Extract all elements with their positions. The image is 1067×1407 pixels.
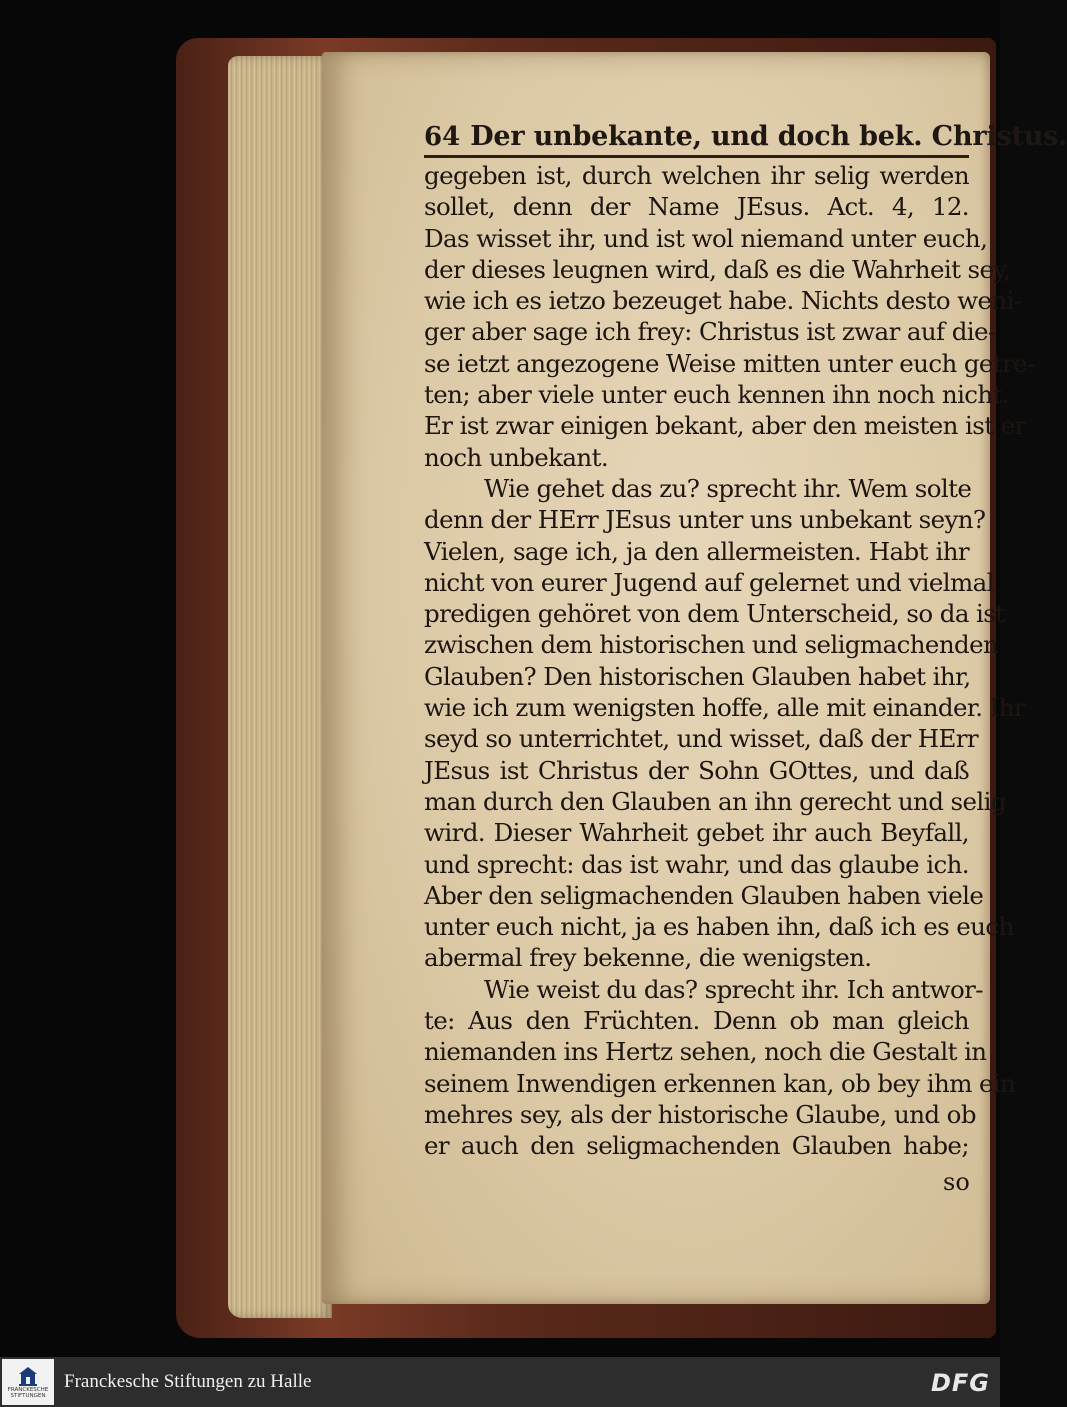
text-line: te: Aus den Früchten. Denn ob man gleich: [424, 1006, 969, 1036]
institution-name[interactable]: Franckesche Stiftungen zu Halle: [64, 1371, 312, 1392]
body-text: [424, 160, 1035, 1162]
text-line: Er ist zwar einigen bekant, aber den meisten ist er: [424, 411, 1026, 441]
text-line: wird. Dieser Wahrheit gebet ihr auch Beyfall,: [424, 818, 969, 848]
text-line: und sprecht: das ist wahr, und das glaube ich.: [424, 849, 969, 879]
dfg-logo[interactable]: DFG: [930, 1369, 990, 1397]
running-title: Der unbekante, und doch bek. Christus.: [470, 121, 1067, 152]
text-line: er auch den seligmachenden Glauben habe;: [424, 1131, 969, 1161]
institution-logo[interactable]: [2, 1359, 54, 1405]
text-line: seinem Inwendigen erkennen kan, ob bey ihm ein: [424, 1068, 1016, 1098]
text-line: der dieses leugnen wird, daß es die Wahrheit sey,: [424, 254, 1011, 284]
text-line: seyd so unterrichtet, und wisset, daß der HErr: [424, 724, 979, 754]
text-line: Glauben? Den historischen Glauben habet ihr,: [424, 661, 971, 691]
catchword: so: [943, 1168, 970, 1196]
text-line: sollet, denn der Name JEsus. Act. 4, 12.: [424, 192, 969, 222]
text-line: ger aber sage ich frey: Christus ist zwar auf die-: [424, 317, 996, 347]
logo-caption: FRANCKESCHE STIFTUNGEN: [7, 1387, 49, 1399]
text-line: wie ich zum wenigsten hoffe, alle mit einander. Ihr: [424, 693, 1026, 723]
page-header: [424, 108, 1067, 152]
building-icon: [17, 1365, 39, 1387]
text-line: nicht von eurer Jugend auf gelernet und vielmal: [424, 567, 994, 597]
header-rule: [424, 155, 969, 158]
text-line: man durch den Glauben an ihn gerecht und selig: [424, 786, 1006, 816]
text-line: JEsus ist Christus der Sohn GOttes, und daß: [424, 755, 969, 785]
page-edges: [228, 56, 332, 1318]
text-line: gegeben ist, durch welchen ihr selig werden: [424, 161, 969, 190]
text-line: predigen gehöret von dem Unterscheid, so da ist: [424, 599, 1005, 629]
text-line: ten; aber viele unter euch kennen ihn noch nicht.: [424, 380, 1010, 410]
page-number: 64: [424, 122, 461, 152]
text-line: wie ich es ietzo bezeuget habe. Nichts desto weni-: [424, 286, 1022, 316]
footer-bar: [0, 1357, 1000, 1407]
text-line: Aber den seligmachenden Glauben haben viele: [424, 880, 984, 910]
text-line: se ietzt angezogene Weise mitten unter euch getre-: [424, 348, 1035, 378]
text-line: zwischen dem historischen und seligmachenden: [424, 630, 999, 660]
text-line: Vielen, sage ich, ja den allermeisten. Habt ihr: [424, 536, 969, 566]
text-line: Das wisset ihr, und ist wol niemand unter euch,: [424, 223, 988, 253]
text-line: mehres sey, als der historische Glaube, und ob: [424, 1099, 976, 1129]
text-line: unter euch nicht, ja es haben ihn, daß ich es euch: [424, 912, 1014, 942]
text-line: Wie gehet das zu? sprecht ihr. Wem solte: [484, 473, 972, 503]
text-line: denn der HErr JEsus unter uns unbekant seyn?: [424, 505, 986, 535]
text-line: Wie weist du das? sprecht ihr. Ich antwor-: [484, 974, 983, 1004]
text-line: noch unbekant.: [424, 442, 609, 472]
text-line: niemanden ins Hertz sehen, noch die Gestalt in: [424, 1037, 987, 1067]
text-line: abermal frey bekenne, die wenigsten.: [424, 943, 872, 973]
